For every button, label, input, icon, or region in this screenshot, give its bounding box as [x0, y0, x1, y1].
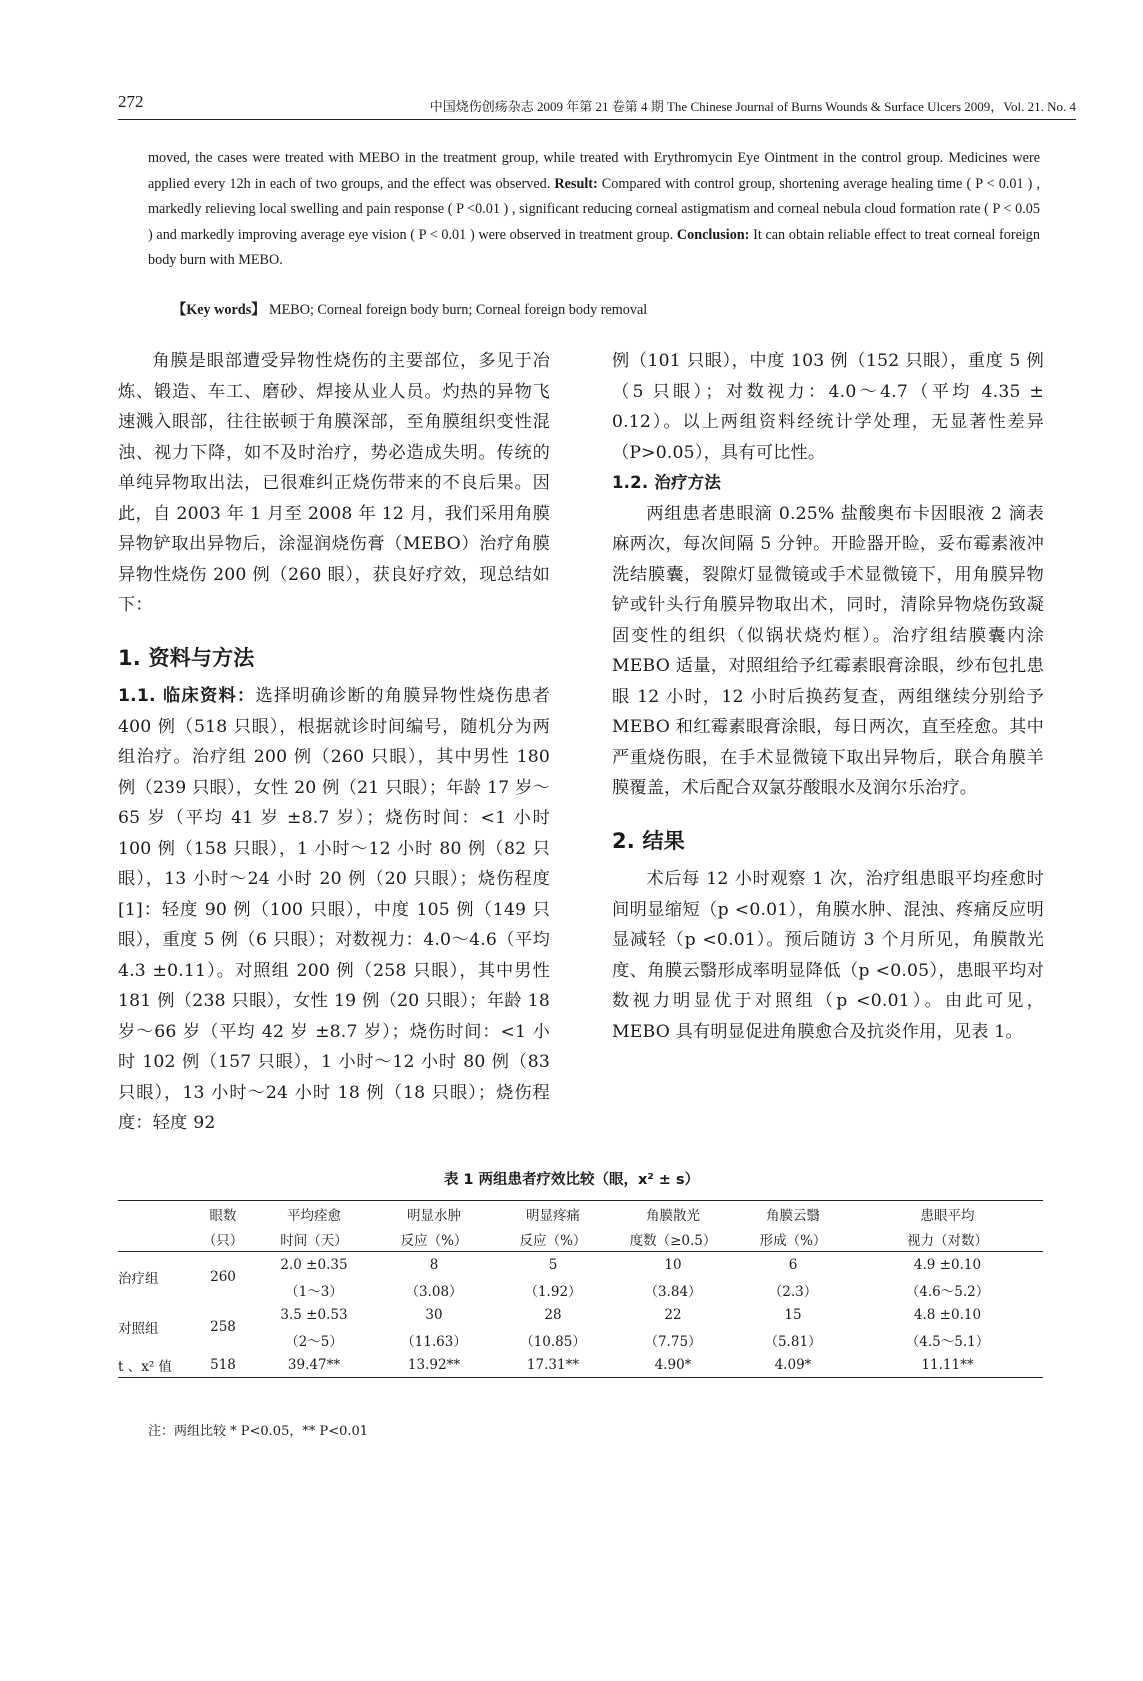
results-paragraph: 术后每 12 小时观察 1 次，治疗组患眼平均痊愈时间明显缩短（p <0.01），角膜水肿、混浊、疼痛反应明显减轻（p <0.01）。预后随访 3 个月所见，角膜散光度、角膜云翳形成率明显降低（p <0.05），患眼平均对数视力明显优于对照组（p <0.01）。由此可见，MEBO 具有明显促进角膜愈合及抗炎作用，见表 1。 — [612, 869, 1044, 1042]
table-header-row-1 — [118, 1201, 1043, 1227]
abstract-text-1: moved, the cases were treated with MEBO in the treatment group, while treated with Erythromycin Eye Ointment in the control group. Medicines were applied every 12h in each of two groups, and the effect was observed. — [148, 150, 1040, 192]
subsection-1-1-text: 选择明确诊断的角膜异物性烧伤患者 400 例（518 只眼），根据就诊时间编号，随机分为两组治疗。治疗组 200 例（260 只眼），其中男性 180 例（239 只眼），女性 20 例（21 只眼）；年龄 17 岁～65 岁（平均 41 岁 ±8.7 岁）；烧伤时间：<1 小时 100 例（158 只眼），1 小时～12 小时 80 例（82 只眼），13 小时～24 小时 20 例（20 只眼）；烧伤程度[1]：轻度 90 例（100 只眼），中度 105 例（149 只眼），重度 5 例（6 只眼）；对数视力：4.0～4.6（平均 4.3 ±0.11）。对照组 200 例（258 只眼），其中男性 181 例（238 只眼），女性 19 例（20 只眼）；年龄 18 岁～66 岁（平均 42 岁 ±8.7 岁）；烧伤时间：<1 小时 102 例（157 只眼），1 小时～12 小时 80 例（83 只眼），13 小时～24 小时 18 例（18 只眼）；烧伤程度：轻度 92 — [118, 686, 551, 1133]
results-table — [118, 1200, 1043, 1378]
header-cell: 眼数 — [192, 1201, 254, 1227]
header-cell: 明显水肿 — [374, 1201, 494, 1227]
abstract-text-2: Compared with control group, shortening average healing time ( P < 0.01 ) , markedly relieving local swelling and pain response ( P <0.01 ) , significant reducing corneal astigmatism and corneal nebula cloud formation rate ( P < 0.05 ) and markedly improving average eye vision ( P < 0.01 ) were observed in treatment group. — [148, 175, 1040, 243]
table-cell: （11.63） — [401, 1333, 467, 1350]
keywords-label: 【Key words】 — [172, 302, 266, 318]
subsection-1-1-lead: 1.1. 临床资料： — [118, 686, 256, 706]
eye-count: 258 — [210, 1319, 236, 1335]
table-cell: 4.9 ±0.10 — [913, 1256, 982, 1273]
table-cell: （7.75） — [644, 1333, 702, 1350]
result-label: Result: — [554, 175, 598, 192]
stat-n: 518 — [192, 1352, 254, 1378]
table-cell: （1.92） — [524, 1283, 582, 1300]
table-cell: 3.5 ±0.53 — [280, 1306, 348, 1323]
section-1-title: 1. 资料与方法 — [118, 645, 255, 670]
header-cell: 患眼平均 — [852, 1201, 1043, 1227]
clinical-data-continued: 例（101 只眼），中度 103 例（152 只眼），重度 5 例（5 只眼）；对数视力：4.0～4.7（平均 4.35 ± 0.12）。以上两组资料经统计学处理，无显著性差异（P>0.05），具有可比性。 — [612, 351, 1044, 463]
table-row — [118, 1277, 1043, 1302]
table-cell: 5 — [548, 1256, 558, 1273]
table-cell: 15 — [784, 1306, 802, 1323]
stat-cell: 17.31** — [494, 1352, 612, 1378]
table-cell: （3.84） — [644, 1283, 702, 1300]
header-cell: 视力（对数） — [852, 1226, 1043, 1252]
header-rule — [118, 119, 1076, 120]
header-cell: （只） — [192, 1226, 254, 1252]
table-cell: 10 — [664, 1256, 682, 1273]
clinical-data-paragraph — [118, 681, 550, 1139]
table-cell: 8 — [429, 1256, 439, 1273]
header-cell: 明显疼痛 — [494, 1201, 612, 1227]
stat-cell: 11.11** — [852, 1352, 1043, 1378]
intro-paragraph: 角膜是眼部遭受异物性烧伤的主要部位，多见于冶炼、锻造、车工、磨砂、焊接从业人员。灼热的异物飞速溅入眼部，往往嵌顿于角膜深部，至角膜组织变性混浊、视力下降，如不及时治疗，势必造成失明。传统的单纯异物取出法，已很难纠正烧伤带来的不良后果。因此，自 2003 年 1 月至 2008 年 12 月，我们采用角膜异物铲取出异物后，涂湿润烧伤膏（MEBO）治疗角膜异物性烧伤 200 例（260 眼），获良好疗效，现总结如下： — [118, 351, 550, 615]
table-cell: 6 — [788, 1256, 798, 1273]
right-column — [612, 346, 1044, 1047]
header-cell: 反应（%） — [374, 1226, 494, 1252]
stat-cell: 13.92** — [374, 1352, 494, 1378]
header-cell: 时间（天） — [254, 1226, 374, 1252]
group-label: 对照组 — [118, 1321, 159, 1337]
abstract-text-3: It can obtain reliable effect to treat corneal foreign body burn with MEBO. — [148, 226, 1040, 268]
table-header-row-2 — [118, 1226, 1043, 1252]
table-cell: （2～5） — [285, 1333, 343, 1350]
conclusion-label: Conclusion: — [676, 226, 750, 243]
treatment-paragraph: 两组患者患眼滴 0.25% 盐酸奥布卡因眼液 2 滴表麻两次，每次间隔 5 分钟。开睑器开睑，妥布霉素液冲洗结膜囊，裂隙灯显微镜或手术显微镜下，用角膜异物铲或针头行角膜异物取出术，同时，清除异物烧伤致凝固变性的组织（似锅状烧灼框）。治疗组结膜囊内涂 MEBO 适量，对照组给予红霉素眼膏涂眼，纱布包扎患眼 12 小时，12 小时后换药复查，两组继续分别给予 MEBO 和红霉素眼膏涂眼，每日两次，直至痊愈。其中严重烧伤眼，在手术显微镜下取出异物后，联合角膜羊膜覆盖，术后配合双氯芬酸眼水及润尔乐治疗。 — [612, 503, 1044, 798]
table-cell: 30 — [425, 1306, 443, 1323]
table-row — [118, 1327, 1043, 1352]
header-cell: 反应（%） — [494, 1226, 612, 1252]
header-cell: 形成（%） — [734, 1226, 852, 1252]
table-cell: （4.6～5.2） — [905, 1283, 990, 1300]
stat-row — [118, 1352, 1043, 1378]
table-cell: 4.8 ±0.10 — [913, 1306, 982, 1323]
table-row — [118, 1302, 1043, 1327]
stat-label: t 、x² 值 — [118, 1352, 192, 1378]
table-cell: 28 — [544, 1306, 562, 1323]
table-cell: （3.08） — [405, 1283, 463, 1300]
keywords-text: MEBO; Corneal foreign body burn; Corneal foreign body removal — [265, 302, 648, 318]
stat-cell: 4.09* — [734, 1352, 852, 1378]
table-cell: （5.81） — [764, 1333, 822, 1350]
stat-cell: 39.47** — [254, 1352, 374, 1378]
header-cell: 角膜云翳 — [734, 1201, 852, 1227]
header-cell — [118, 1226, 192, 1252]
header-cell: 角膜散光 — [612, 1201, 734, 1227]
abstract — [148, 146, 1040, 274]
table-cell: 2.0 ±0.35 — [280, 1256, 348, 1273]
table-row — [118, 1252, 1043, 1278]
keywords — [172, 299, 1032, 319]
table-cell: （10.85） — [520, 1333, 586, 1350]
header-cell: 平均痊愈 — [254, 1201, 374, 1227]
table-cell: （1～3） — [285, 1283, 343, 1300]
table-note: 注：两组比较 * P<0.05，** P<0.01 — [148, 1424, 369, 1439]
page-number: 272 — [118, 92, 144, 111]
subsection-1-2-title: 1.2. 治疗方法 — [612, 473, 722, 492]
left-column — [118, 346, 550, 1139]
header-cell: 度数（≥0.5） — [612, 1226, 734, 1252]
eye-count: 260 — [210, 1269, 236, 1285]
table-cell: （4.5～5.1） — [905, 1333, 990, 1350]
section-2-title: 2. 结果 — [612, 828, 685, 853]
group-label: 治疗组 — [118, 1271, 159, 1287]
running-header: 中国烧伤创疡杂志 2009 年第 21 卷第 4 期 The Chinese Journal of Burns Wounds & Surface Ulcers 2009，Vol. 21. No. 4 — [429, 99, 1076, 114]
table-caption: 表 1 两组患者疗效比较（眼，x² ± s） — [443, 1172, 700, 1188]
stat-cell: 4.90* — [612, 1352, 734, 1378]
table-cell: （2.3） — [768, 1283, 818, 1300]
table-cell: 22 — [664, 1306, 682, 1323]
header-cell — [118, 1201, 192, 1227]
